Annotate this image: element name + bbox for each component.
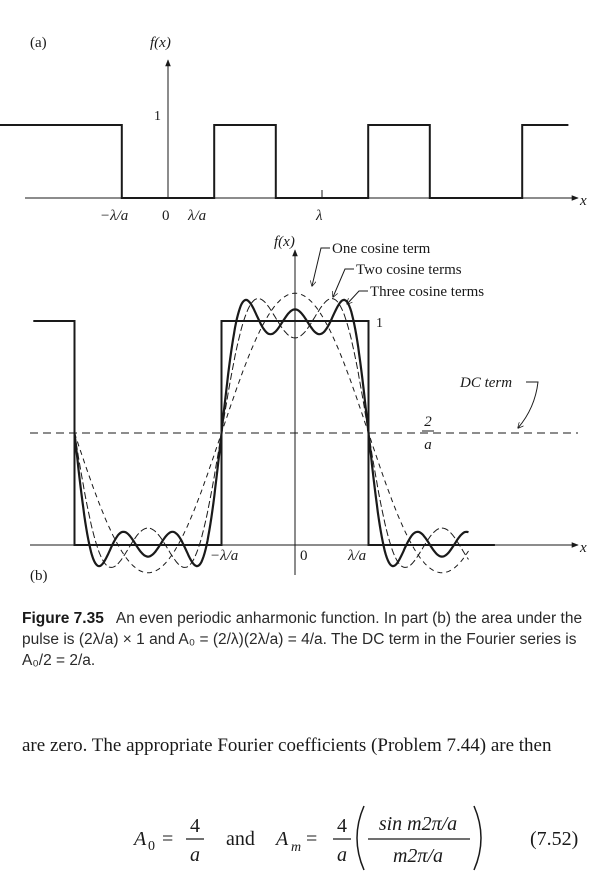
- legend-two-cosine: Two cosine terms: [356, 262, 462, 278]
- dc-term-label: DC term: [460, 375, 513, 391]
- legend-two-pointer: [333, 269, 354, 297]
- panel-a-tick-lambda-label: λ: [316, 208, 323, 224]
- panel-a-ylabel: f(x): [150, 35, 171, 51]
- dc-term-pointer: [518, 382, 538, 428]
- legend-three-cosine: Three cosine terms: [370, 284, 485, 300]
- figure-caption: [22, 608, 588, 671]
- legend-one-cosine: One cosine term: [332, 241, 431, 257]
- panel-a-tick-pos: λ/a: [188, 208, 207, 224]
- eq-frac1-den: a: [190, 844, 200, 866]
- legend-three-pointer: [347, 291, 368, 304]
- panel-b-xlabel: x: [580, 540, 587, 556]
- eq-left-paren: [357, 806, 364, 870]
- eq-frac1-num: 4: [190, 815, 200, 837]
- panel-b-level-label: 1: [376, 316, 383, 331]
- panel-a-label: (a): [30, 35, 47, 51]
- panel-a-square-wave: [0, 125, 568, 198]
- panel-a-xlabel: x: [580, 193, 587, 209]
- eq-number: (7.52): [530, 828, 579, 850]
- equation-7-52: [0, 800, 603, 872]
- panel-b-tick-zero: 0: [300, 548, 308, 564]
- body-paragraph: are zero. The appropriate Fourier coefficients (Problem 7.44) are then: [22, 735, 552, 756]
- eq-equals-2: =: [306, 828, 318, 850]
- eq-right-paren: [474, 806, 481, 870]
- eq-frac2-num: 4: [337, 815, 347, 837]
- dc-value-den: a: [424, 437, 432, 453]
- caption-text: An even periodic anharmonic function. In part (b) the area under the pulse is (2λ/a) × 1 and A₀ = (2/λ)(2λ/a) = 4/a. The DC term in the Fourier series is A₀/2 = 2/a.: [22, 610, 583, 669]
- panel-a: [0, 35, 587, 224]
- eq-lhs1: A: [134, 828, 147, 850]
- panel-a-tick-zero: 0: [162, 208, 170, 224]
- eq-frac2-den: a: [337, 844, 347, 866]
- eq-equals-1: =: [162, 828, 174, 850]
- eq-inner-den: m2π/a: [392, 845, 444, 867]
- caption-label: Figure 7.35: [22, 610, 104, 627]
- eq-lhs2: A: [276, 828, 289, 850]
- panel-b-tick-neg: −λ/a: [210, 548, 239, 564]
- panel-a-tick-neg: −λ/a: [100, 208, 129, 224]
- dc-value-num: 2: [424, 414, 432, 430]
- panel-b: [30, 234, 587, 584]
- eq-lhs1-sub: 0: [148, 839, 155, 854]
- panel-b-tick-pos: λ/a: [348, 548, 367, 564]
- eq-inner-num: sin m2π/a: [378, 813, 458, 835]
- eq-and: and: [226, 828, 255, 850]
- panel-b-label: (b): [30, 568, 48, 584]
- panel-a-level-label: 1: [154, 109, 161, 124]
- legend-one-pointer: [312, 248, 330, 286]
- panel-b-ylabel: f(x): [274, 234, 295, 250]
- eq-lhs2-sub: m: [291, 840, 302, 855]
